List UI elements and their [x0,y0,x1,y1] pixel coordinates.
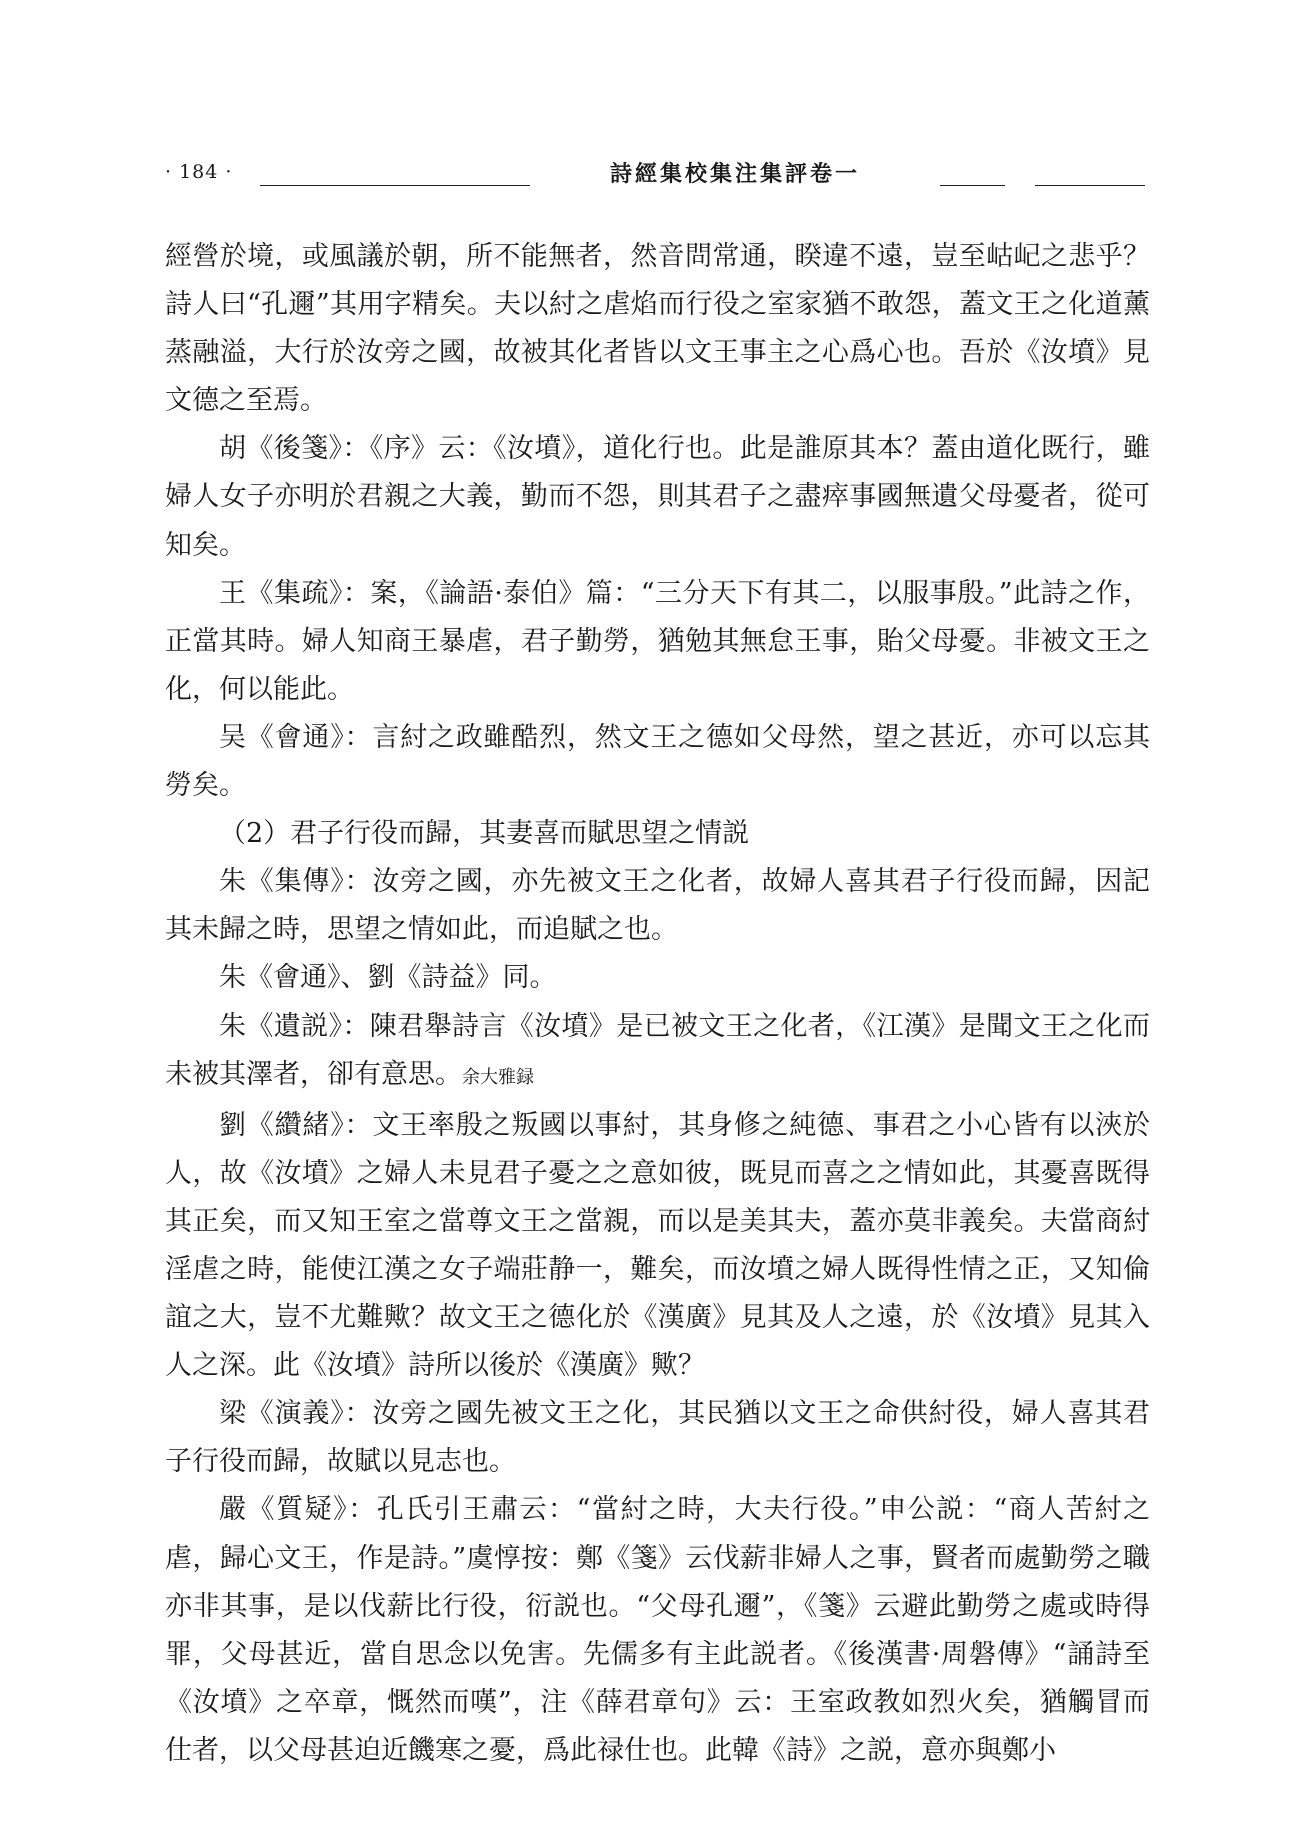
paragraph-continuation: 經營於境，或風議於朝，所不能無者，然音問常通，睽違不遠，豈至岵屺之悲乎？詩人曰“孔邇”其用字精矣。夫以紂之虐焰而行役之室家猶不敢怨，蓋文王之化道薰蒸融溢，大行於汝旁之國，故被其化者皆以文王事主之心爲心也。吾於《汝墳》見文德之至焉。 [165,241,1150,417]
paragraph-liu-zuanxu: 劉《纘緒》：文王率殷之叛國以事紂，其身修之純德、事君之小心皆有以浹於人，故《汝墳》之婦人未見君子憂之之意如彼，既見而喜之之情如此，其憂喜既得其正矣，而又知王室之當尊文王之當親，而以是美其夫，蓋亦莫非義矣。夫當商紂淫虐之時，能使江漢之女子端莊静一，難矣，而汝墳之婦人既得性情之正，又知倫誼之大，豈不尤難歟？故文王之德化於《漢廣》見其及人之遠，於《汝墳》見其入人之深。此《汝墳》詩所以後於《漢廣》歟？ [165,1109,1150,1382]
paragraph-hu-houjian: 胡《後箋》：《序》云：《汝墳》，道化行也。此是誰原其本？蓋由道化既行，雖婦人女子亦明於君親之大義，勤而不怨，則其君子之盡瘁事國無遺父母憂者，從可知矣。 [165,433,1150,561]
section-heading: （2）君子行役而歸，其妻喜而賦思望之情説 [219,818,750,850]
page-number: · 184 · [165,161,233,183]
paragraph-zhu-yishuo-text: 朱《遺説》：陳君舉詩言《汝墳》是已被文王之化者，《江漢》是聞文王之化而未被其澤者，卻有意思。 [165,1010,1150,1090]
running-title: 詩經集校集注集評卷一 [609,161,860,187]
header-rule [940,185,1005,186]
source-note: 余大雅録 [462,1066,534,1088]
paragraph-wu-huitong: 吴《會通》：言紂之政雖酷烈，然文王之德如父母然，望之甚近，亦可以忘其勞矣。 [165,721,1150,802]
paragraph-yan-zhiyi: 嚴《質疑》：孔氏引王肅云：“當紂之時，大夫行役。”申公説：“商人苦紂之虐，歸心文王，作是詩。”虞惇按：鄭《箋》云伐薪非婦人之事，賢者而處勤勞之職亦非其事，是以伐薪比行役，衍説也。“父母孔邇”，《箋》云避此勤勞之處或時得罪，父母甚近，當自思念以免害。先儒多有主此説者。《後漢書·周磐傳》“誦詩至《汝墳》之卒章，慨然而嘆”，注《薛君章句》云：王室政教如烈火矣，猶觸冒而仕者，以父母甚迫近饑寒之憂，爲此禄仕也。此韓《詩》之説，意亦與鄭小 [165,1494,1150,1766]
paragraph-wang-jishu: 王《集疏》：案，《論語·泰伯》篇：“三分天下有其二，以服事殷。”此詩之作，正當其時。婦人知商王暴虐，君子勤勞，猶勉其無怠王事，貽父母憂。非被文王之化，何以能此。 [165,577,1150,705]
paragraph-liang-yanyi: 梁《演義》：汝旁之國先被文王之化，其民猶以文王之命供紂役，婦人喜其君子行役而歸，故賦以見志也。 [165,1398,1150,1478]
paragraph-zhu-jizhuan: 朱《集傳》：汝旁之國，亦先被文王之化者，故婦人喜其君子行役而歸，因記其未歸之時，思望之情如此，而追賦之也。 [165,866,1150,946]
page-header [165,155,1145,195]
main-text [165,233,1150,1775]
header-rule [1035,185,1145,186]
paragraph-zhu-huitong: 朱《會通》、劉《詩益》同。 [219,962,557,994]
paragraph-zhu-yishuo [165,1003,1150,1102]
header-rule [260,185,530,186]
